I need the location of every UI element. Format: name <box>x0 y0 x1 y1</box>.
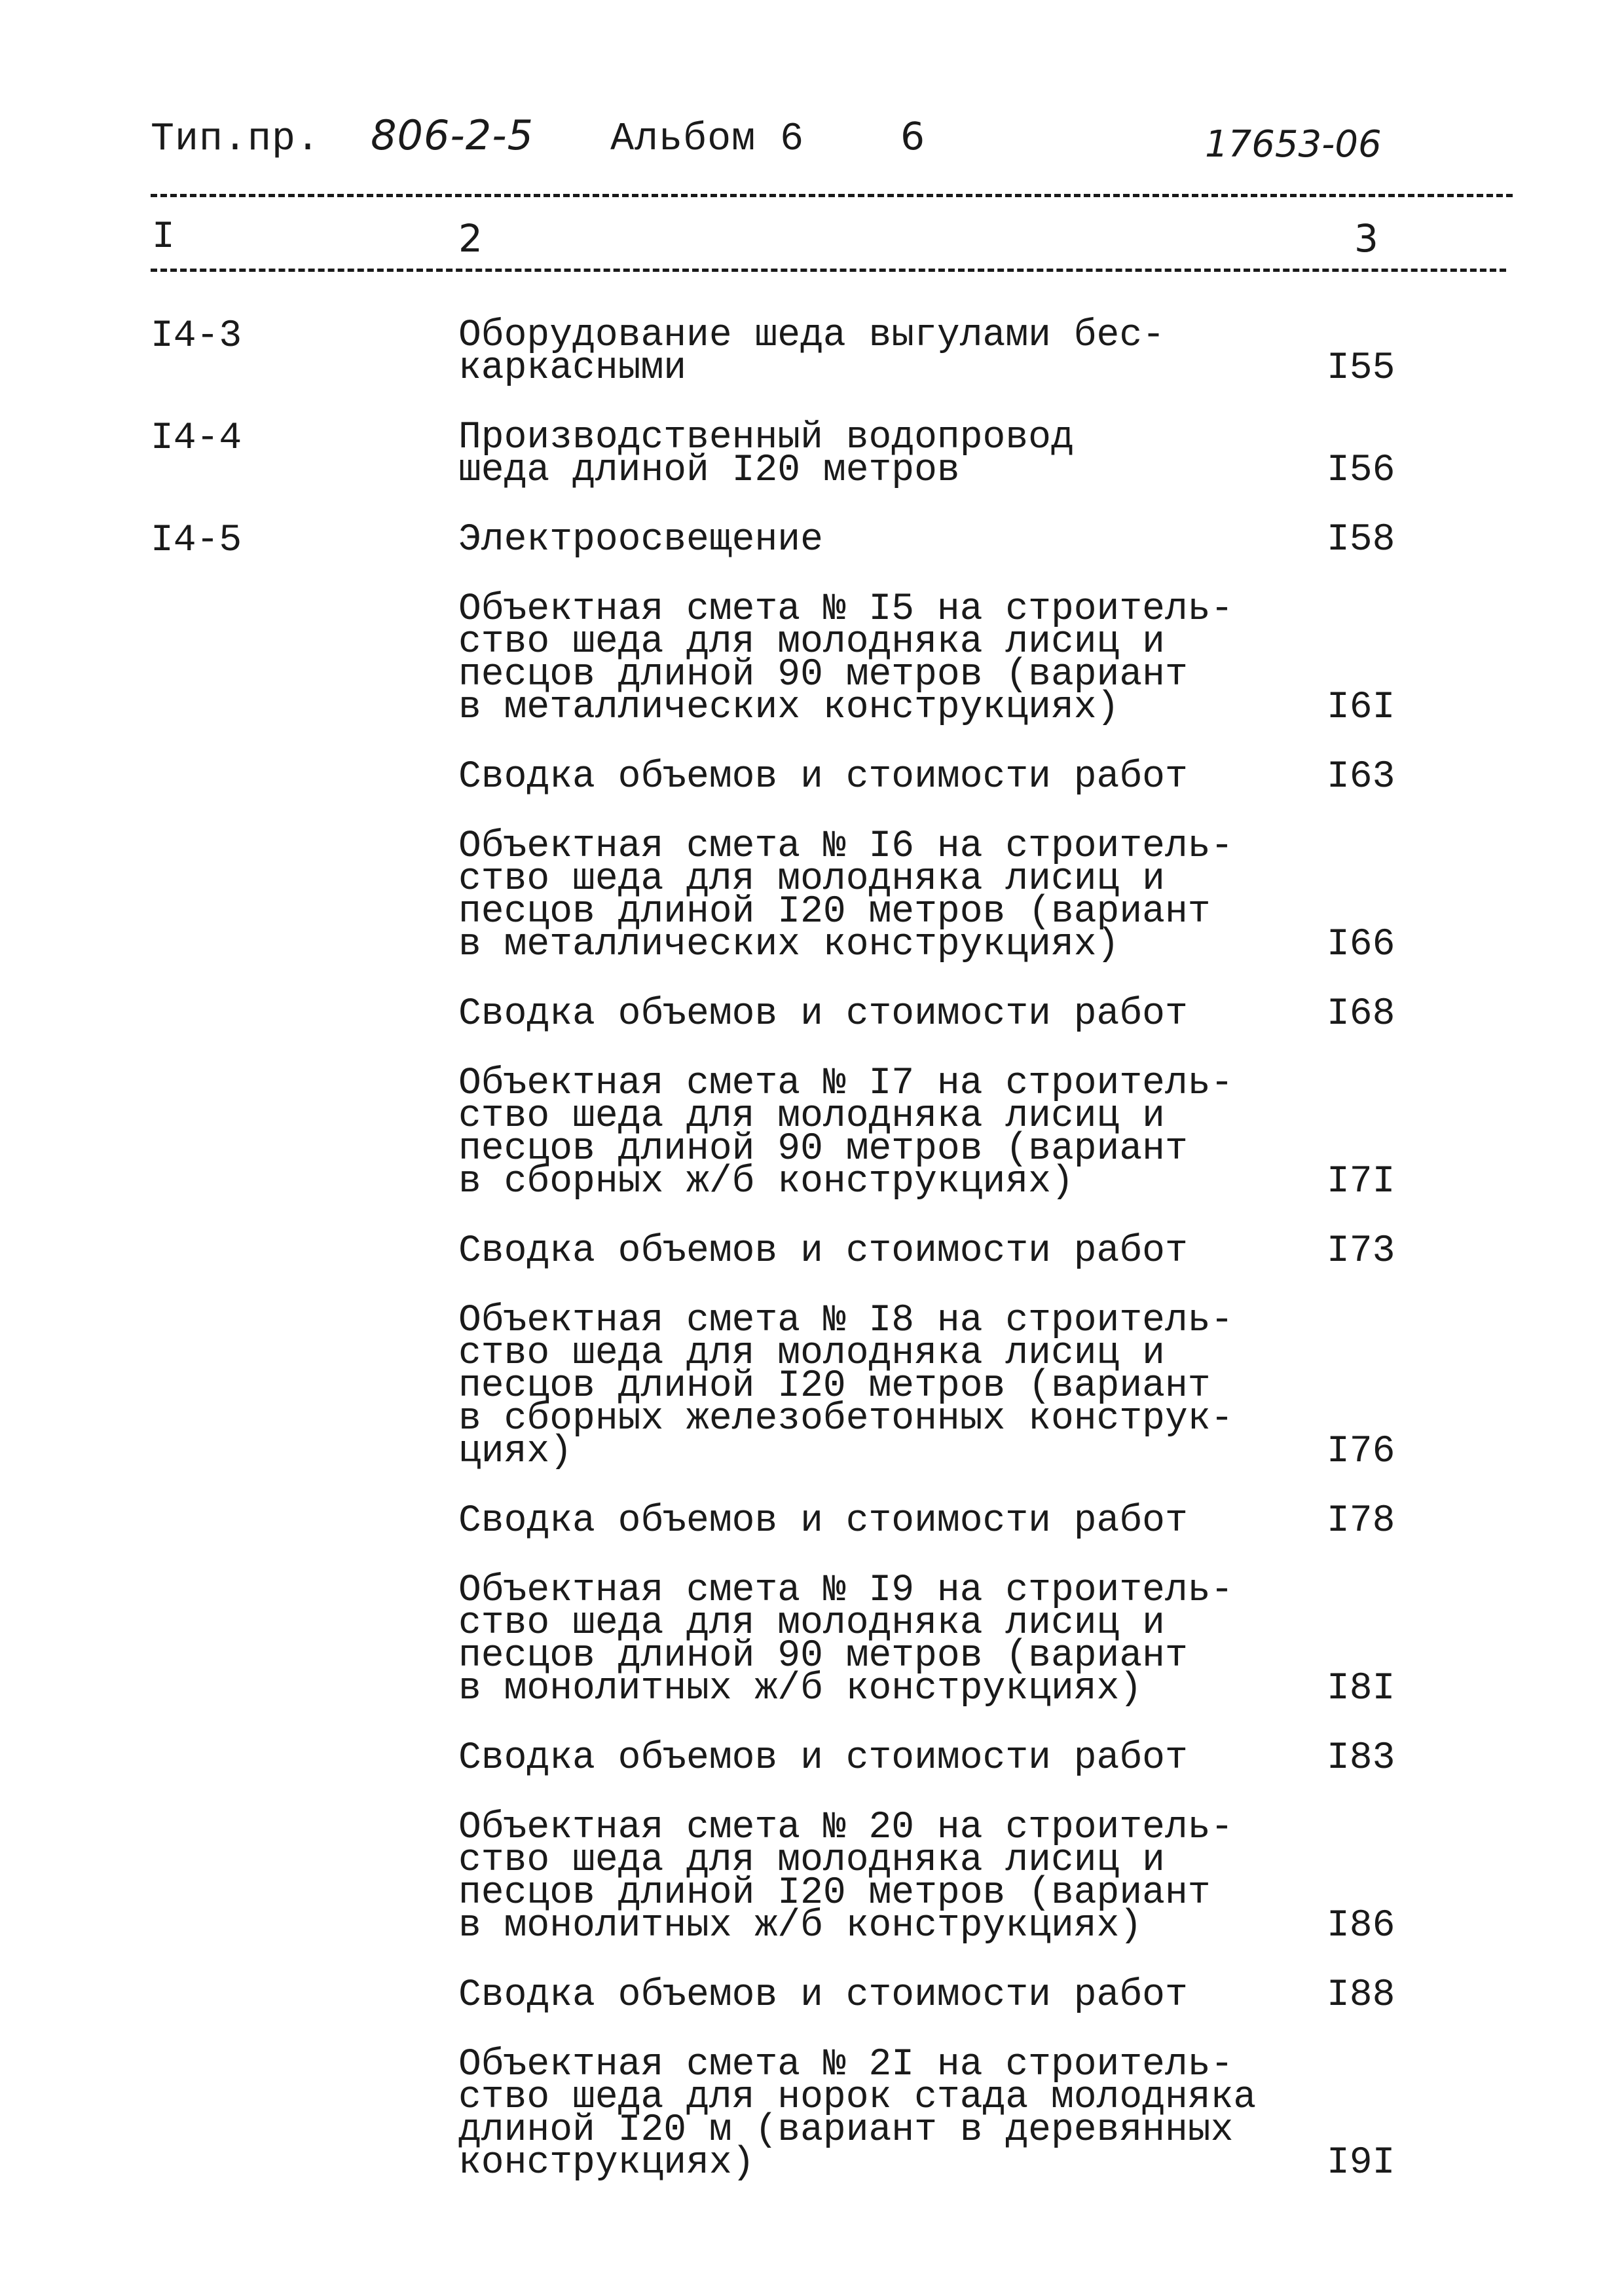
list-item <box>0 825 1624 966</box>
entry-title: Объектная смета № I7 на строитель- ство шеда для молодняка лисиц и песцов длиной 90 метров (вариант в сборных ж/б конструкциях) <box>458 1062 1234 1203</box>
list-item <box>0 1569 1624 1710</box>
entry-page-number: I56 <box>1327 449 1395 492</box>
entry-title: Сводка объемов и стоимости работ <box>458 1974 1188 2017</box>
entry-title: Сводка объемов и стоимости работ <box>458 1737 1188 1780</box>
contents-list <box>0 314 1624 2217</box>
entry-title: Производственный водопровод шеда длиной I20 метров <box>458 417 1074 492</box>
entry-page-number: I68 <box>1327 993 1395 1036</box>
entry-title: Сводка объемов и стоимости работ <box>458 1500 1188 1543</box>
entry-title: Объектная смета № I6 на строитель- ство шеда для молодняка лисиц и песцов длиной I20 метров (вариант в металлических конструкциях) <box>458 825 1234 966</box>
entry-page-number: I86 <box>1327 1905 1395 1947</box>
entry-code: I4-5 <box>151 519 242 562</box>
album-label: Альбом 6 <box>610 117 805 162</box>
column-header-1: I <box>152 216 175 259</box>
entry-page-number: I7I <box>1327 1161 1395 1203</box>
list-item <box>0 993 1624 1036</box>
entry-page-number: I78 <box>1327 1500 1395 1543</box>
entry-code: I4-4 <box>151 417 242 460</box>
entry-page-number: I58 <box>1327 519 1395 561</box>
entry-title: Объектная смета № I5 на строитель- ство шеда для молодняка лисиц и песцов длиной 90 метров (вариант в металлических конструкциях) <box>458 588 1234 729</box>
list-item <box>0 1806 1624 1947</box>
document-number: 17653-06 <box>1205 123 1382 166</box>
table-header-divider <box>151 269 1506 272</box>
entry-page-number: I9I <box>1327 2142 1395 2184</box>
entry-code: I4-3 <box>151 315 242 358</box>
list-item <box>0 1974 1624 2017</box>
list-item <box>0 417 1624 492</box>
list-item <box>0 2044 1624 2184</box>
list-item <box>0 588 1624 729</box>
entry-title: Объектная смета № I9 на строитель- ство шеда для молодняка лисиц и песцов длиной 90 метров (вариант в монолитных ж/б конструкциях) <box>458 1569 1234 1710</box>
entry-title: Электроосвещение <box>458 519 823 561</box>
entry-title: Объектная смета № 2I на строитель- ство шеда для норок стада молодняка длиной I20 м (вариант в деревянных конструкциях) <box>458 2044 1257 2184</box>
list-item <box>0 1500 1624 1543</box>
entry-title: Оборудование шеда выгулами бес- каркасными <box>458 314 1165 390</box>
list-item <box>0 1230 1624 1273</box>
entry-title: Сводка объемов и стоимости работ <box>458 1230 1188 1273</box>
entry-title: Объектная смета № I8 на строитель- ство шеда для молодняка лисиц и песцов длиной I20 метров (вариант в сборных железобетонных конструк- циях) <box>458 1300 1234 1473</box>
entry-page-number: I83 <box>1327 1737 1395 1780</box>
entry-title: Объектная смета № 20 на строитель- ство шеда для молодняка лисиц и песцов длиной I20 метров (вариант в монолитных ж/б конструкциях) <box>458 1806 1234 1947</box>
entry-page-number: I63 <box>1327 756 1395 798</box>
entry-page-number: I66 <box>1327 924 1395 966</box>
entry-page-number: I8I <box>1327 1668 1395 1710</box>
entry-page-number: I76 <box>1327 1431 1395 1473</box>
entry-page-number: I55 <box>1327 347 1395 390</box>
list-item <box>0 1737 1624 1780</box>
list-item <box>0 1300 1624 1473</box>
entry-page-number: I6I <box>1327 686 1395 729</box>
list-item <box>0 314 1624 390</box>
table-top-divider <box>151 194 1513 197</box>
entry-page-number: I88 <box>1327 1974 1395 2017</box>
column-header-3: 3 <box>1354 216 1378 261</box>
list-item <box>0 1062 1624 1203</box>
list-item <box>0 756 1624 798</box>
entry-title: Сводка объемов и стоимости работ <box>458 993 1188 1036</box>
page-header <box>151 111 925 162</box>
project-code: 806-2-5 <box>371 111 534 159</box>
entry-page-number: I73 <box>1327 1230 1395 1273</box>
page-number: 6 <box>900 114 926 159</box>
entry-title: Сводка объемов и стоимости работ <box>458 756 1188 798</box>
type-project-label: Тип.пр. <box>151 117 321 162</box>
column-header-2: 2 <box>458 216 483 261</box>
list-item <box>0 519 1624 562</box>
